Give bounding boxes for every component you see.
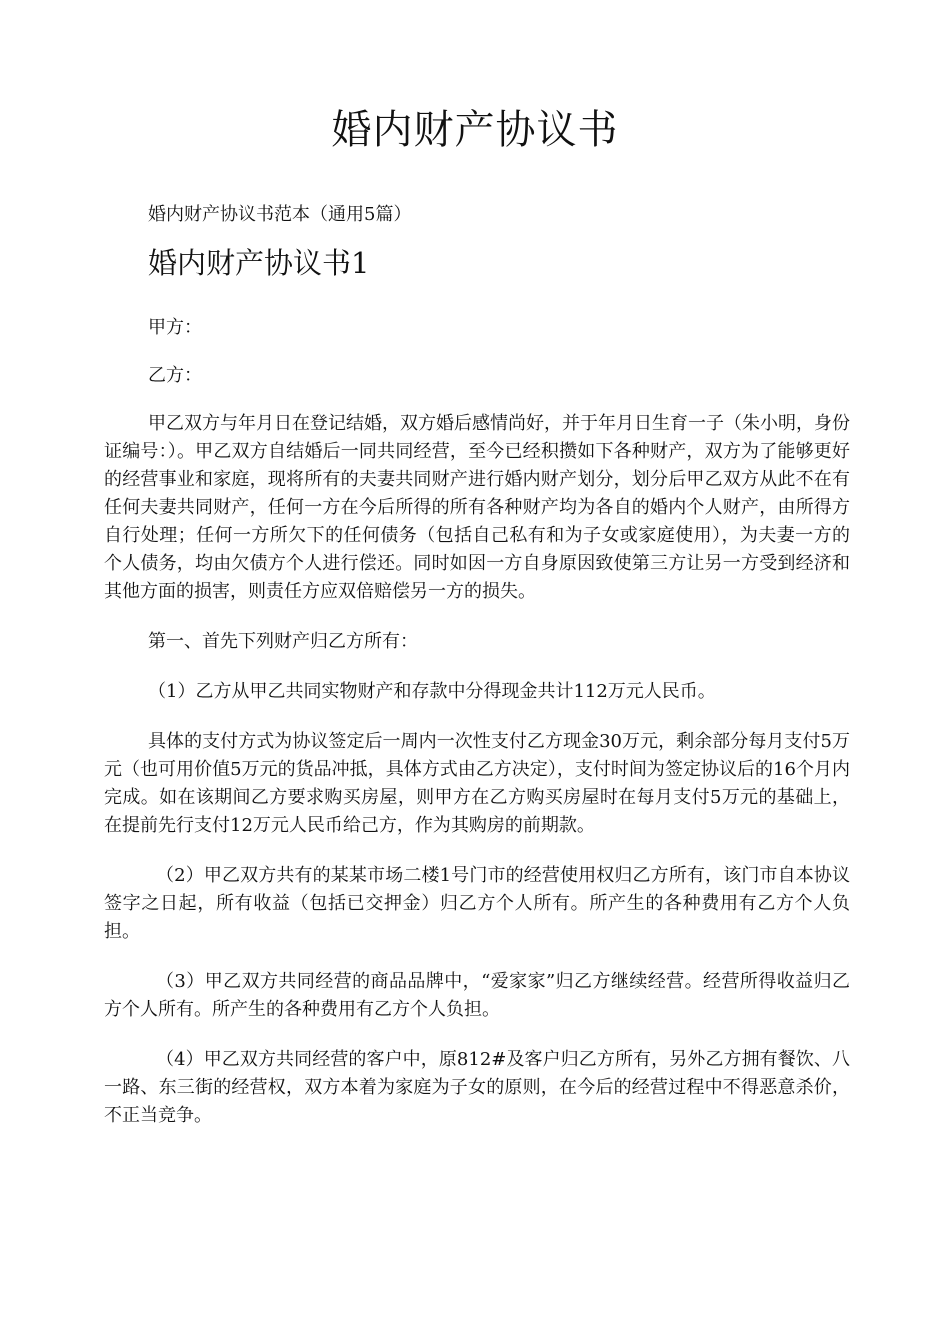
intro-paragraph: 甲乙双方与年月日在登记结婚，双方婚后感情尚好，并于年月日生育一子（朱小明，身份证编号：）。甲乙双方自结婚后一同共同经营，至今已经积攒如下各种财产，双方为了能够更好的经营事业和家庭，现将所有的夫妻共同财产进行婚内财产划分，划分后甲乙双方从此不在有任何夫妻共同财产，任何一方在今后所得的所有各种财产均为各自的婚内个人财产，由所得方自行处理；任何一方所欠下的任何债务（包括自己私有和为子女或家庭使用），为夫妻一方的个人债务，均由欠债方个人进行偿还。同时如因一方自身原因致使第三方让另一方受到经济和其他方面的损害，则责任方应双倍赔偿另一方的损失。 [104, 413, 850, 602]
clause-item-3: （3）甲乙双方共同经营的商品品牌中，“爱家家”归乙方继续经营。经营所得收益归乙方个人所有。所产生的各种费用有乙方个人负担。 [104, 971, 850, 1020]
section-heading: 婚内财产协议书1 [148, 246, 370, 280]
document-body [104, 314, 850, 1152]
clause-item-1: （1）乙方从甲乙共同实物财产和存款中分得现金共计112万元人民币。 [148, 681, 716, 702]
document-title: 婚内财产协议书 [331, 107, 619, 153]
clause-one-heading: 第一、首先下列财产归乙方所有： [148, 631, 418, 652]
clause-item-2: （2）甲乙双方共有的某某市场二楼1号门市的经营使用权归乙方所有，该门市自本协议签字之日起，所有收益（包括已交押金）归乙方个人所有。所产生的各种费用有乙方个人负担。 [104, 865, 850, 942]
clause-item-4: （4）甲乙双方共同经营的客户中，原812#及客户归乙方所有，另外乙方拥有餐饮、八一路、东三街的经营权，双方本着为家庭为子女的原则，在今后的经营过程中不得恶意杀价，不正当竞争。 [104, 1049, 850, 1126]
party-b-label: 乙方： [148, 365, 202, 386]
payment-details-paragraph: 具体的支付方式为协议签定后一周内一次性支付乙方现金30万元，剩余部分每月支付5万元（也可用价值5万元的货品冲抵，具体方式由乙方决定），支付时间为签定协议后的16个月内完成。如在该期间乙方要求购买房屋，则甲方在乙方购买房屋时在每月支付5万元的基础上，在提前先行支付12万元人民币给己方，作为其购房的前期款。 [104, 731, 850, 836]
document-subtitle: 婚内财产协议书范本（通用5篇） [148, 204, 412, 225]
party-a-label: 甲方： [148, 317, 202, 338]
